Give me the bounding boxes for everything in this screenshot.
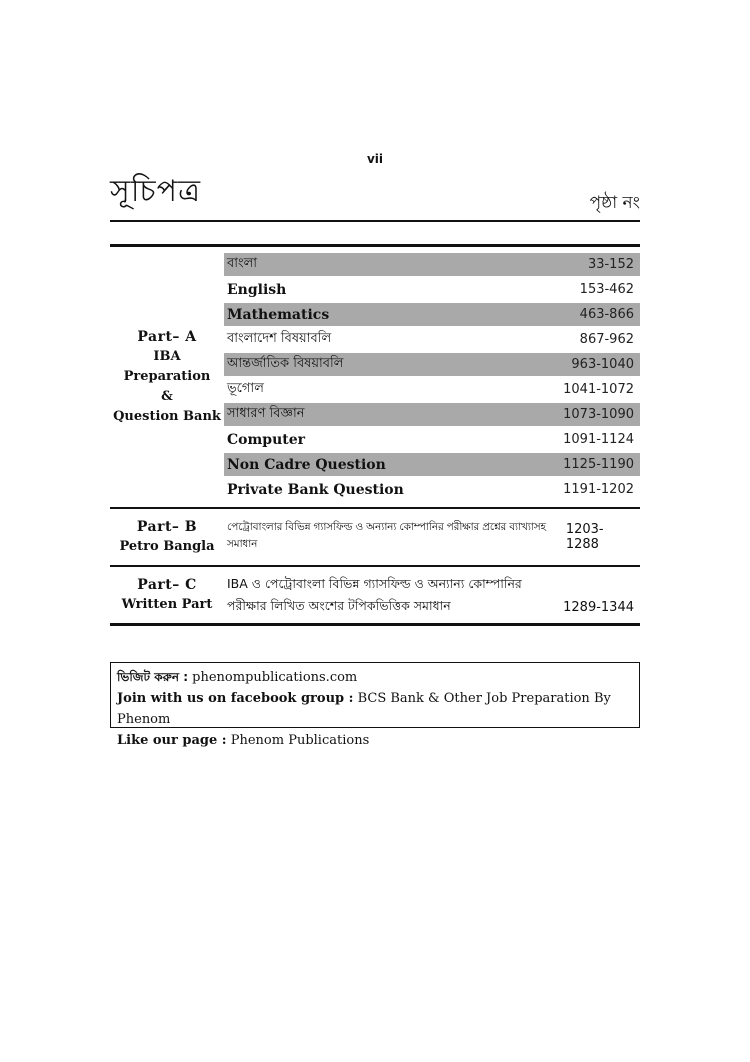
entry-pages: 1041-1072 — [563, 382, 634, 397]
part-a-subtitle-line: Question Bank — [113, 409, 221, 424]
part-c-title: Part– C — [137, 577, 197, 593]
toc-entry[interactable] — [224, 303, 640, 326]
entry-title: Mathematics — [227, 306, 330, 323]
toc-heading: সূচিপত্র — [110, 174, 201, 209]
entry-title: English — [227, 281, 287, 298]
entry-pages: 1289-1344 — [563, 600, 634, 615]
page-column-heading: পৃষ্ঠা নং — [589, 193, 640, 213]
part-a-entries — [224, 247, 640, 507]
toc-entry[interactable] — [224, 328, 640, 351]
table-of-contents — [110, 244, 640, 626]
entry-title — [227, 573, 522, 617]
entry-pages: 33-152 — [587, 257, 634, 272]
entry-pages: 1191-1202 — [563, 482, 634, 497]
part-c-label — [110, 567, 224, 623]
page-line — [117, 730, 633, 751]
part-c-subtitle: Written Part — [121, 597, 213, 612]
facebook-group-link[interactable]: BCS Bank & Other Job Preparation By Phenom — [117, 691, 611, 727]
part-a-label — [110, 247, 224, 507]
part-b-title: Part– B — [136, 519, 198, 535]
visit-label: ভিজিট করুন : — [117, 670, 189, 684]
facebook-label: Join with us on facebook group : — [117, 691, 354, 706]
toc-entry[interactable] — [224, 403, 640, 426]
part-b-subtitle: Petro Bangla — [119, 539, 215, 554]
section-part-c — [110, 567, 640, 626]
facebook-page-link[interactable]: Phenom Publications — [230, 733, 370, 748]
toc-entry[interactable] — [224, 353, 640, 376]
entry-title: বাংলা — [227, 256, 258, 271]
toc-entry[interactable] — [224, 253, 640, 276]
toc-entry[interactable] — [224, 453, 640, 476]
section-part-b — [110, 509, 640, 567]
entry-pages: 867-962 — [579, 332, 634, 347]
page-number: vii — [366, 152, 384, 166]
website-link[interactable]: phenompublications.com — [192, 670, 358, 685]
entry-pages: 1091-1124 — [563, 432, 634, 447]
part-b-label — [110, 509, 224, 565]
entry-pages: 963-1040 — [571, 357, 634, 372]
toc-entry[interactable] — [224, 378, 640, 401]
facebook-line — [117, 688, 633, 730]
entry-pages: 463-866 — [579, 307, 634, 322]
publisher-info-box — [110, 662, 640, 748]
entry-title: Private Bank Question — [227, 481, 404, 498]
entry-title: আন্তর্জাতিক বিষয়াবলি — [227, 356, 344, 371]
entry-title: Computer — [227, 431, 306, 448]
entry-title: Non Cadre Question — [227, 456, 386, 473]
part-a-subtitle-line: & — [161, 389, 173, 404]
toc-header — [110, 174, 640, 222]
page-label: Like our page : — [117, 733, 227, 748]
toc-entry[interactable] — [224, 428, 640, 451]
entry-title: সাধারণ বিজ্ঞান — [227, 406, 305, 421]
entry-title-line: পরীক্ষার লিখিত অংশের টপিকভিত্তিক সমাধান — [227, 598, 451, 613]
toc-entry[interactable] — [224, 478, 640, 501]
part-a-subtitle-line: IBA Preparation — [123, 349, 211, 384]
entry-pages: 153-462 — [579, 282, 634, 297]
visit-line — [117, 667, 633, 688]
toc-entry[interactable] — [224, 278, 640, 301]
part-a-title: Part– A — [137, 329, 197, 345]
entry-pages: 1125-1190 — [563, 457, 634, 472]
entry-title-line: IBA ও পেট্রোবাংলা বিভিন্ন গ্যাসফিল্ড ও অন্যান্য কোম্পানির — [227, 576, 522, 591]
toc-entry[interactable] — [224, 509, 640, 565]
entry-pages: 1073-1090 — [563, 407, 634, 422]
entry-title: ভূগোল — [227, 381, 264, 396]
toc-entry[interactable] — [224, 567, 640, 623]
entry-title: পেট্রোবাংলার বিভিন্ন গ্যাসফিল্ড ও অন্যান্য কোম্পানির পরীক্ষার প্রশ্নের ব্যাখ্যাসহ সমাধান — [227, 521, 546, 550]
entry-pages: 1203-1288 — [565, 522, 604, 552]
section-part-a — [110, 247, 640, 509]
entry-title: বাংলাদেশ বিষয়াবলি — [227, 331, 332, 346]
